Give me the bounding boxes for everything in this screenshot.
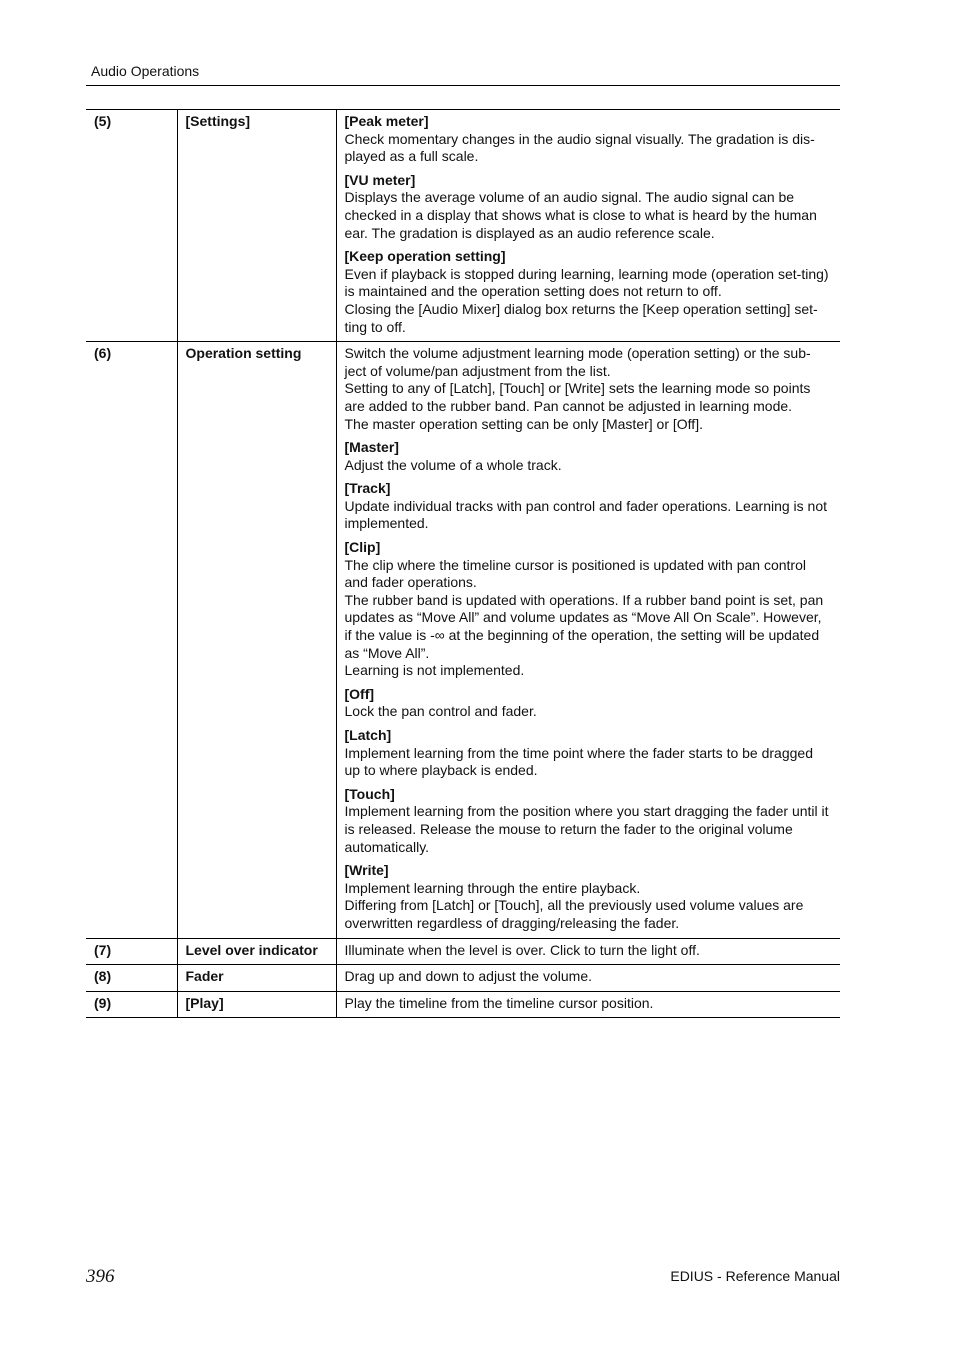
- option-block: [345, 172, 833, 242]
- manual-title: EDIUS - Reference Manual: [670, 1268, 840, 1284]
- option-body: [345, 703, 833, 721]
- option-body: [345, 803, 833, 856]
- option-body: [345, 457, 833, 475]
- table-row: [86, 991, 840, 1018]
- row-number: (9): [86, 991, 177, 1018]
- description-intro: [345, 345, 833, 433]
- description-line: Drag up and down to adjust the volume.: [344, 968, 592, 985]
- option-line: Implement learning from the time point where the fader starts to be dragged up to where playback is ended.: [344, 744, 813, 779]
- table-row: [86, 342, 840, 938]
- option-body: [345, 557, 833, 680]
- option-title: [Touch]: [344, 785, 395, 802]
- option-title: [Track]: [344, 480, 391, 497]
- description-line: Setting to any of [Latch], [Touch] or [Write] sets the learning mode so points are added to the rubber band. Pan cannot be adjusted in learning mode.: [344, 380, 811, 414]
- option-line: Displays the average volume of an audio signal. The audio signal can be checked in a display that shows what is close to what is heard by the human ear. The gradation is displayed as an audio reference scale.: [344, 189, 817, 241]
- option-line: Check momentary changes in the audio signal visually. The gradation is dis-played as a full scale.: [344, 130, 815, 165]
- option-block: [345, 480, 833, 533]
- row-description: [336, 991, 840, 1018]
- description-line: Illuminate when the level is over. Click to turn the light off.: [344, 941, 700, 958]
- row-number: (7): [86, 938, 177, 965]
- option-body: [345, 131, 833, 166]
- description-intro: [345, 942, 833, 960]
- option-line: Implement learning from the position where you start dragging the fader until it is released. Release the mouse to return the fader to the original volume automatically.: [344, 803, 829, 855]
- option-block: [345, 439, 833, 474]
- option-block: [345, 686, 833, 721]
- option-block: [345, 727, 833, 780]
- row-description: [336, 938, 840, 965]
- description-intro: [345, 968, 833, 986]
- table-row: [86, 938, 840, 965]
- option-body: [345, 880, 833, 933]
- description-line: Play the timeline from the timeline cursor position.: [344, 994, 654, 1011]
- option-title: [Peak meter]: [344, 113, 429, 129]
- option-line: Implement learning through the entire playback.: [344, 879, 641, 896]
- option-body: [345, 745, 833, 780]
- option-block: [345, 862, 833, 932]
- option-title: [Latch]: [344, 727, 392, 743]
- option-line: Differing from [Latch] or [Touch], all the previously used volume values are overwritten regardless of dragging/releasing the fader.: [344, 897, 804, 931]
- option-line: Learning is not implemented.: [344, 662, 525, 679]
- row-description: [336, 110, 840, 342]
- option-body: [345, 189, 833, 242]
- option-title: [VU meter]: [344, 171, 416, 188]
- table-row: [86, 110, 840, 342]
- description-line: Switch the volume adjustment learning mode (operation setting) or the sub-ject of volume/pan adjustment from the list.: [344, 345, 811, 379]
- description-line: The master operation setting can be only [Master] or [Off].: [344, 415, 703, 432]
- option-block: [345, 113, 833, 166]
- option-title: [Off]: [344, 685, 375, 702]
- description-intro: [345, 995, 833, 1013]
- row-item-name: [Settings]: [177, 110, 336, 342]
- option-block: [345, 248, 833, 336]
- option-line: The clip where the timeline cursor is positioned is updated with pan control and fader operations.: [344, 556, 806, 591]
- option-line: The rubber band is updated with operations. If a rubber band point is set, pan updates as “Move All” and volume updates as “Move All On Scale”. However, if the value is -∞ at the beginning of the operation, the setting will be updated as “Move All”.: [344, 591, 824, 661]
- row-number: (8): [86, 965, 177, 992]
- option-title: [Clip]: [344, 539, 381, 556]
- row-item-name: Level over indicator: [177, 938, 336, 965]
- row-item-name: [Play]: [177, 991, 336, 1018]
- option-block: [345, 786, 833, 856]
- option-block: [345, 539, 833, 680]
- option-line: Update individual tracks with pan control and fader operations. Learning is not implemented.: [344, 497, 828, 532]
- option-body: [345, 266, 833, 336]
- header-rule: [86, 85, 840, 86]
- option-title: [Write]: [344, 862, 389, 879]
- reference-table: [86, 109, 840, 1018]
- row-number: (5): [86, 110, 177, 342]
- option-line: Closing the [Audio Mixer] dialog box returns the [Keep operation setting] set-ting to off.: [344, 300, 818, 335]
- option-line: Lock the pan control and fader.: [344, 703, 537, 720]
- page-number: 396: [86, 1266, 115, 1287]
- option-title: [Keep operation setting]: [344, 248, 506, 265]
- row-item-name: Operation setting: [177, 342, 336, 938]
- section-header: Audio Operations: [91, 63, 200, 79]
- option-body: [345, 498, 833, 533]
- row-description: [336, 342, 840, 938]
- row-item-name: Fader: [177, 965, 336, 992]
- option-line: Adjust the volume of a whole track.: [344, 456, 562, 473]
- option-title: [Master]: [344, 439, 399, 456]
- table-row: [86, 965, 840, 992]
- row-description: [336, 965, 840, 992]
- table-body: [86, 110, 840, 1018]
- row-number: (6): [86, 342, 177, 938]
- option-line: Even if playback is stopped during learning, learning mode (operation set-ting) is maintained and the operation setting does not return to off.: [344, 265, 829, 300]
